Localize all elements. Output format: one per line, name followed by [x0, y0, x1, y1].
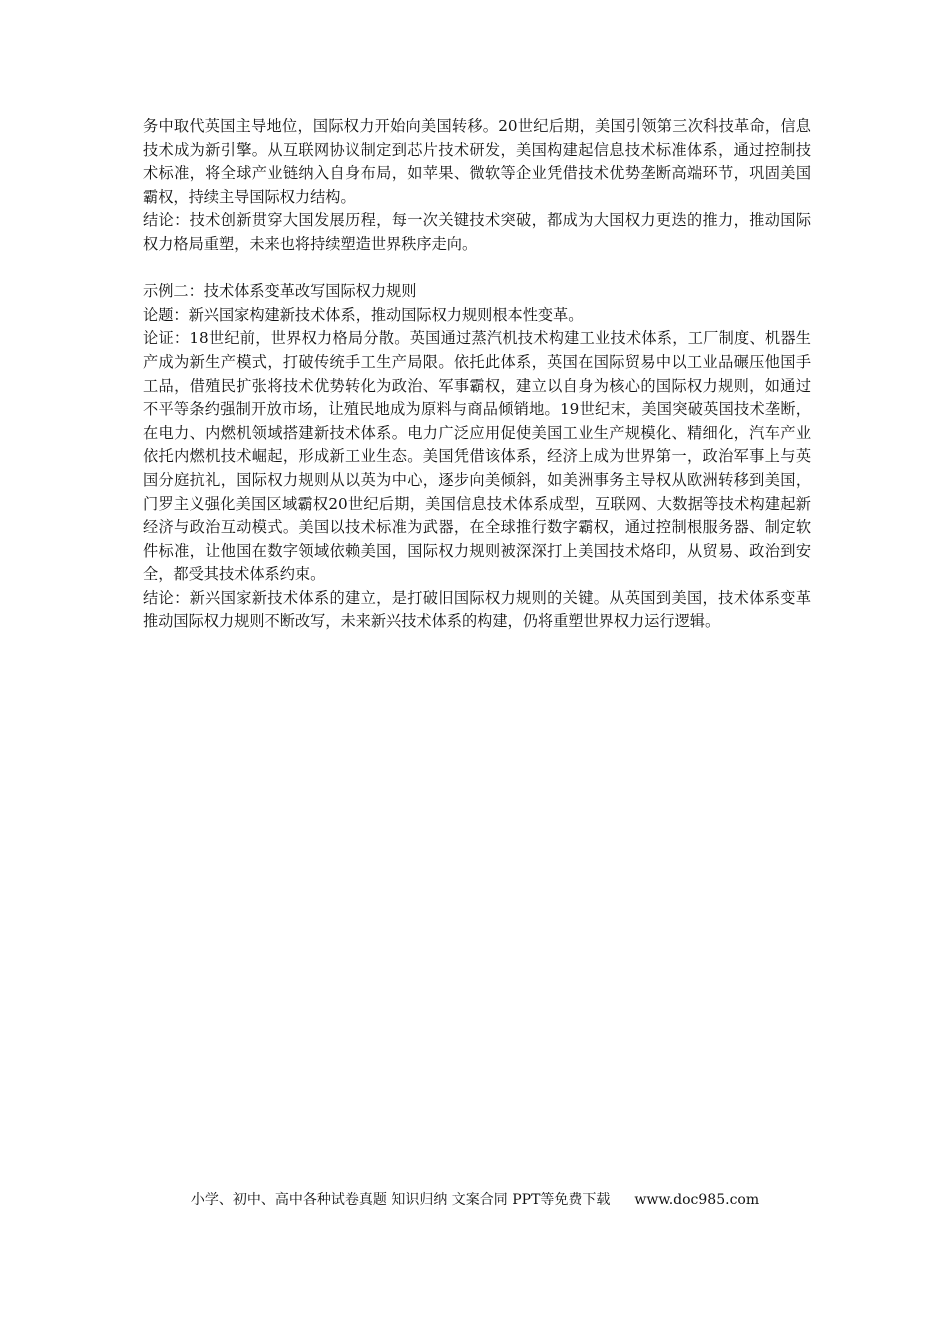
- paragraph-spacer: [143, 257, 811, 281]
- page-footer: [0, 1189, 950, 1211]
- example-two-argument: 论证：18世纪前，世界权力格局分散。英国通过蒸汽机技术构建工业技术体系，工厂制度、机器生产成为新生产模式，打破传统手工生产局限。依托此体系，英国在国际贸易中以工业品碾压他国手工品，借殖民扩张将技术优势转化为政治、军事霸权，建立以自身为核心的国际权力规则，如通过不平等条约强制开放市场，让殖民地成为原料与商品倾销地。19世纪末，美国突破英国技术垄断，在电力、内燃机领域搭建新技术体系。电力广泛应用促使美国工业生产规模化、精细化，汽车产业依托内燃机技术崛起，形成新工业生态。美国凭借该体系，经济上成为世界第一，政治军事上与英国分庭抗礼，国际权力规则从以英为中心，逐步向美倾斜，如美洲事务主导权从欧洲转移到美国，门罗主义强化美国区域霸权20世纪后期，美国信息技术体系成型，互联网、大数据等技术构建起新经济与政治互动模式。美国以技术标准为武器，在全球推行数字霸权，通过控制根服务器、制定软件标准，让他国在数字领域依赖美国，国际权力规则被深深打上美国技术烙印，从贸易、政治到安全，都受其技术体系约束。: [143, 329, 811, 584]
- footer-url[interactable]: www.doc985.com: [634, 1192, 760, 1208]
- paragraph-section1-conclusion: 结论：技术创新贯穿大国发展历程，每一次关键技术突破，都成为大国权力更迭的推力，推动国际权力格局重塑，未来也将持续塑造世界秩序走向。: [143, 211, 811, 253]
- footer-text: 小学、初中、高中各种试卷真题 知识归纳 文案合同 PPT等免费下载: [190, 1192, 611, 1208]
- example-two-thesis: 论题：新兴国家构建新技术体系，推动国际权力规则根本性变革。: [143, 305, 584, 324]
- example-two-heading: 示例二：技术体系变革改写国际权力规则: [143, 282, 417, 301]
- document-body: [143, 115, 811, 634]
- paragraph-section1-body: 务中取代英国主导地位，国际权力开始向美国转移。20世纪后期，美国引领第三次科技革命，信息技术成为新引擎。从互联网协议制定到芯片技术研发，美国构建起信息技术标准体系，通过控制技术标准，将全球产业链纳入自身布局，如苹果、微软等企业凭借技术优势垄断高端环节，巩固美国霸权，持续主导国际权力结构。: [143, 117, 811, 206]
- example-two-conclusion: 结论：新兴国家新技术体系的建立，是打破旧国际权力规则的关键。从英国到美国，技术体系变革推动国际权力规则不断改写，未来新兴技术体系的构建，仍将重塑世界权力运行逻辑。: [143, 588, 811, 631]
